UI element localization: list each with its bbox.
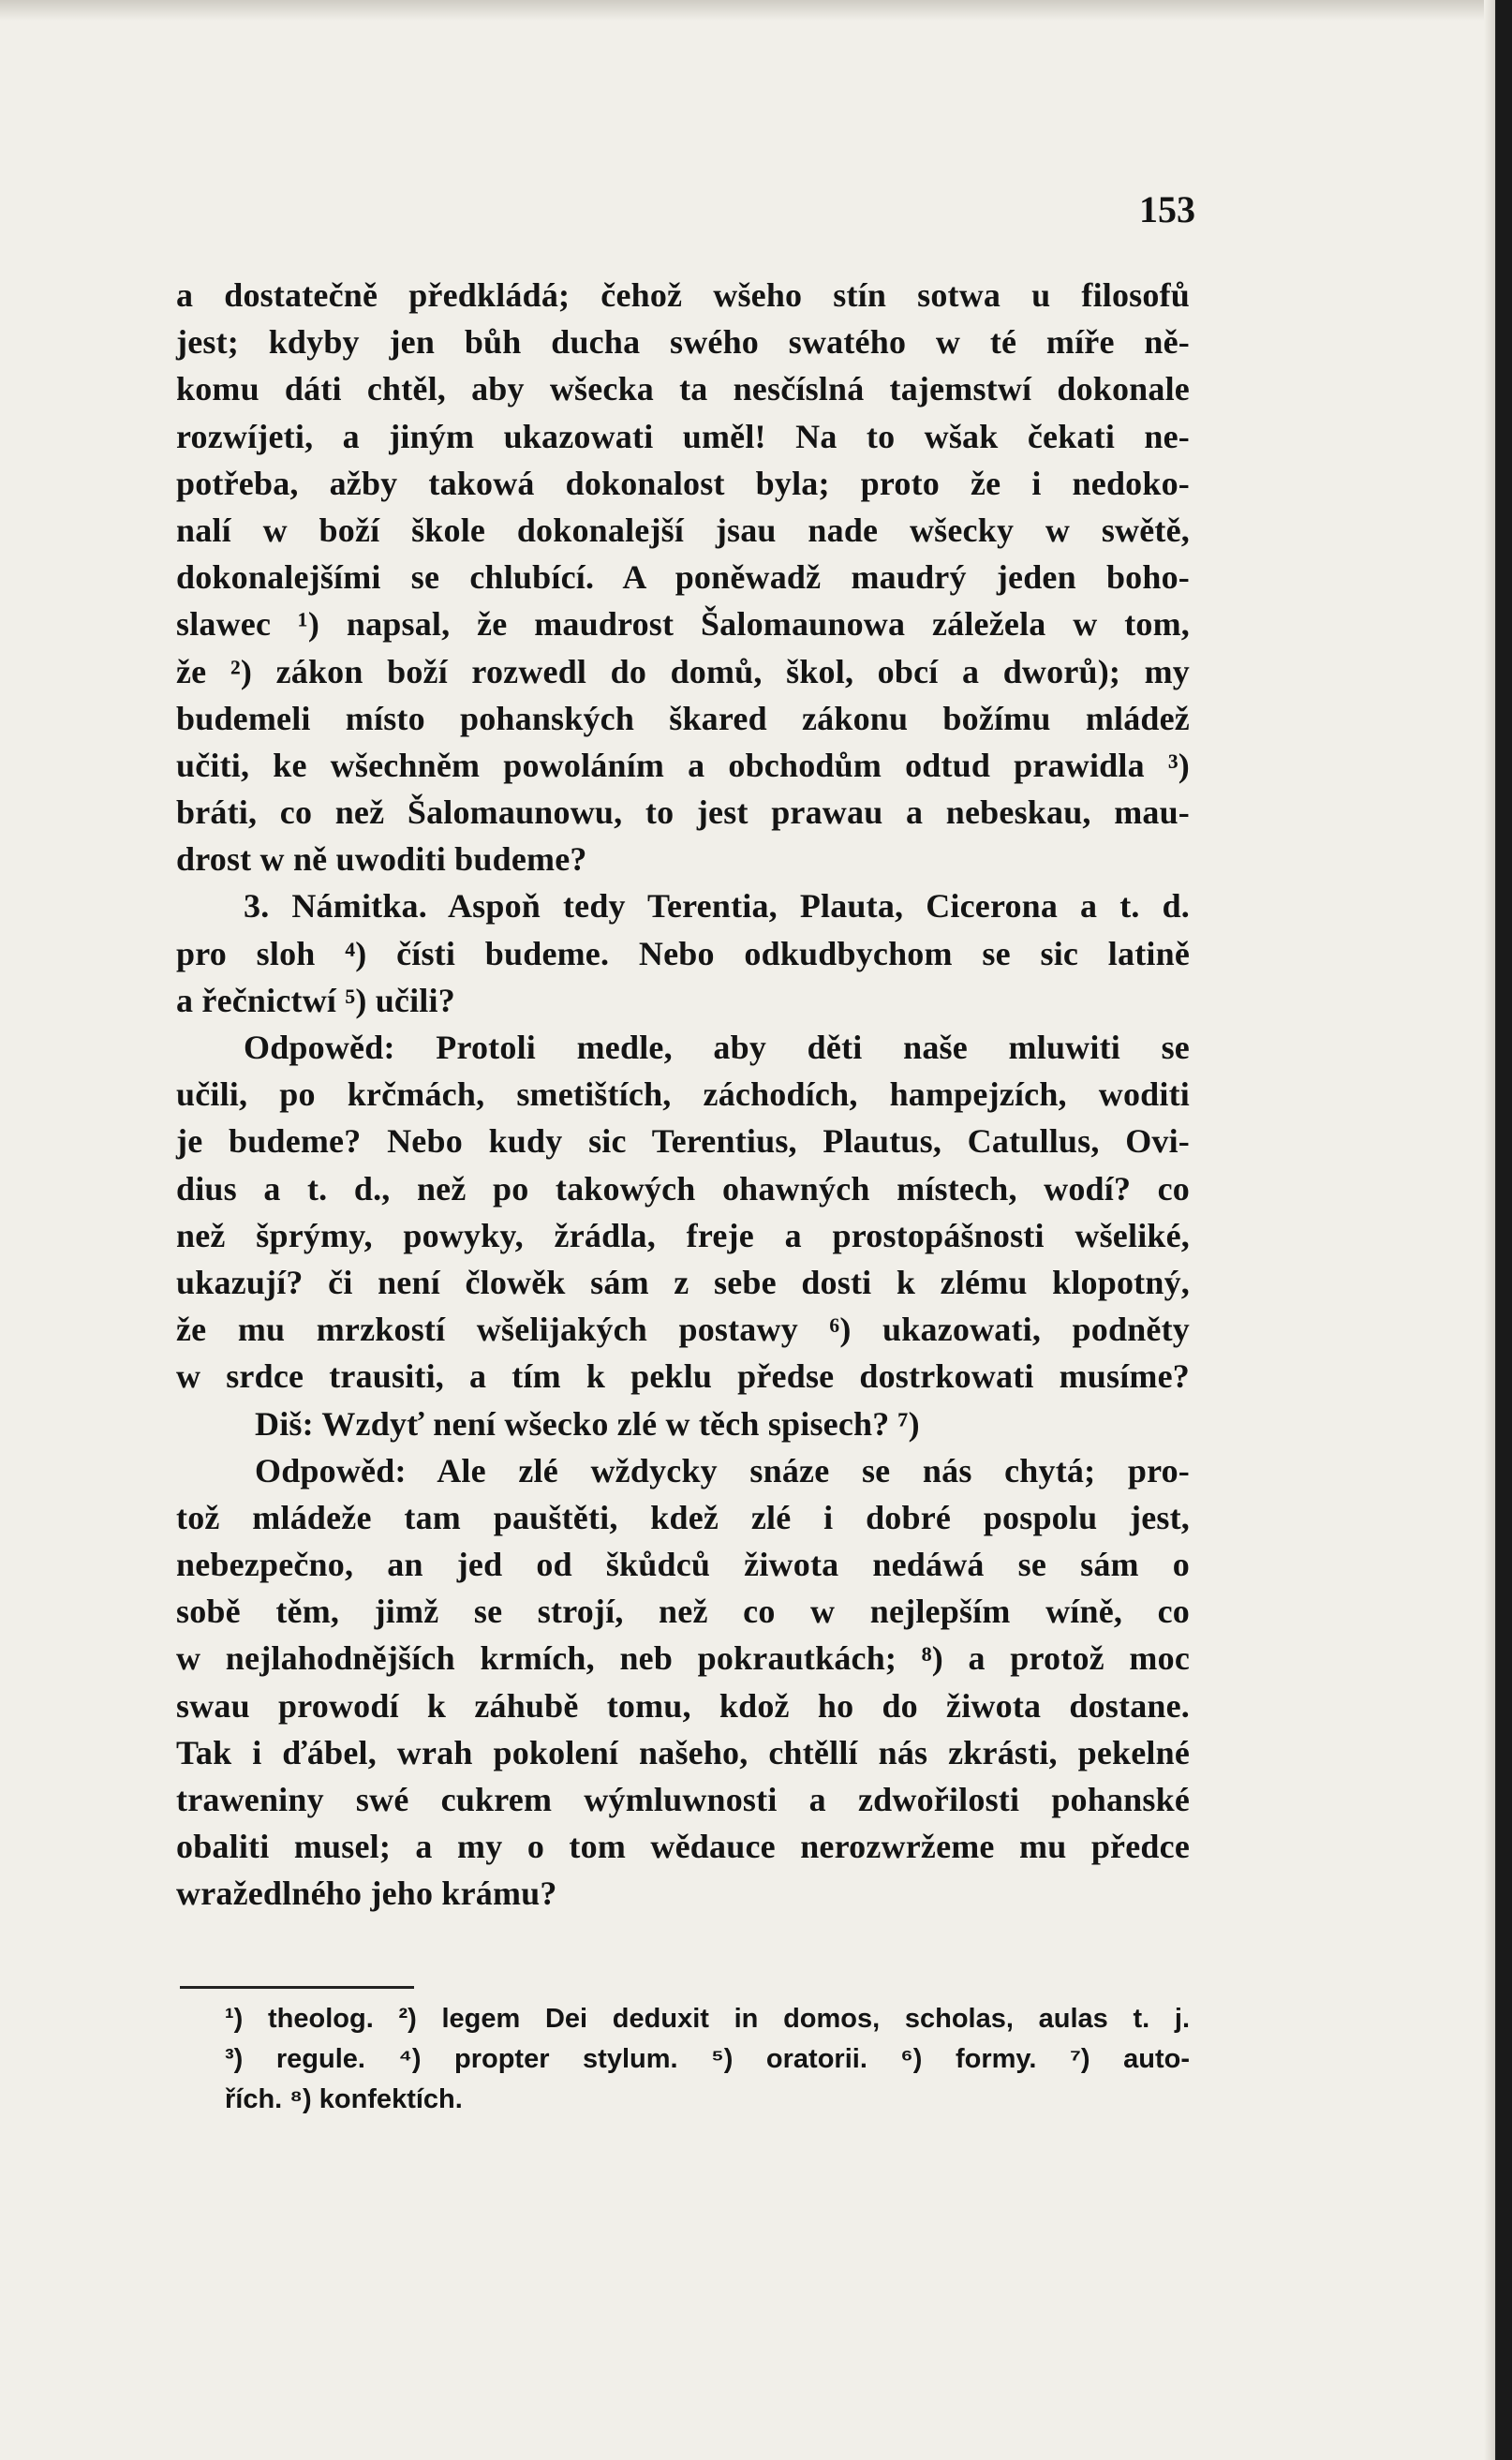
text-line: a dostatečně předkládá; čehož wšeho stín sotwa u filosofů [176, 276, 1190, 314]
text-line: Diš: Wzdyť není wšecko zlé w těch spisech? ⁷) [255, 1404, 920, 1443]
text-line: že mu mrzkostí wšelijakých postawy ⁶) ukazowati, podněty [176, 1311, 1190, 1349]
text-line: ukazují? či není člowěk sám z sebe dosti k zlému klopotný, [176, 1263, 1190, 1301]
text-line: pro sloh ⁴) čísti budeme. Nebo odkudbychom se sic latině [176, 934, 1190, 972]
text-line: učiti, ke wšechněm powoláním a obchodům odtud prawidla ³) [176, 746, 1190, 784]
text-line: swau prowodí k záhubě tomu, kdož ho do žiwota dostane. [176, 1686, 1190, 1725]
text-line: tož mládeže tam pauštěti, kdež zlé i dobré pospolu jest, [176, 1498, 1190, 1536]
text-line: než šprýmy, powyky, žrádla, freje a prostopášnosti wšeliké, [176, 1216, 1190, 1254]
text-line: drost w ně uwoditi budeme? [176, 840, 587, 879]
text-line: učili, po krčmách, smetištích, záchodích, hampejzích, woditi [176, 1075, 1190, 1114]
text-line: potřeba, ažby takowá dokonalost byla; proto že i nedoko- [176, 464, 1190, 502]
text-line: 3. Námitka. Aspoň tedy Terentia, Plauta, Cicerona a t. d. [244, 887, 1190, 926]
text-line: komu dáti chtěl, aby wšecka ta nesčíslná tajemstwí dokonale [176, 370, 1190, 408]
text-line: wražedlného jeho krámu? [176, 1875, 557, 1913]
text-line: Odpowěd: Ale zlé wždycky snáze se nás chytá; pro- [255, 1451, 1190, 1489]
text-line: jest; kdyby jen bůh ducha swého swatého w té míře ně- [176, 323, 1190, 362]
text-line: nebezpečno, an jed od škůdců žiwota nedáwá se sám o [176, 1546, 1190, 1584]
page-top-shadow [0, 0, 1512, 21]
text-line: w srdce trausiti, a tím k peklu předse dostrkowati musíme? [176, 1357, 1190, 1396]
text-line: traweniny swé cukrem wýmluwnosti a zdwořilosti pohanské [176, 1781, 1190, 1818]
text-line: Tak i ďábel, wrah pokolení našeho, chtěllí nás zkrásti, pekelné [176, 1733, 1190, 1771]
page-edge-right [1484, 0, 1512, 2460]
text-line: sobě těm, jimž se strojí, než co w nejlepším wíně, co [176, 1593, 1190, 1631]
text-line: rozwíjeti, a jiným ukazowati uměl! Na to wšak čekati ne- [176, 417, 1190, 455]
text-line: a řečnictwí ⁵) učili? [176, 981, 455, 1019]
footnotes [225, 1999, 1190, 2120]
body-text [176, 272, 1190, 1918]
text-line: Odpowěd: Protoli medle, aby děti naše mluwiti se [244, 1029, 1190, 1066]
footnote-line: ¹) theolog. ²) legem Dei deduxit in domos, scholas, aulas t. j. [225, 2004, 1190, 2034]
text-line: obaliti musel; a my o tom wědauce nerozwržeme mu předce [176, 1828, 1190, 1866]
text-line: slawec ¹) napsal, že maudrost Šalomaunowa záležela w tom, [176, 605, 1190, 644]
text-line: budemeli místo pohanských škared zákonu božímu mládež [176, 699, 1190, 737]
text-line: je budeme? Nebo kudy sic Terentius, Plautus, Catullus, Ovi- [176, 1122, 1190, 1161]
page-number: 153 [1139, 188, 1195, 230]
text-line: že ²) zákon boží rozwedl do domů, škol, obcí a dworů); my [176, 652, 1190, 690]
text-line: dius a t. d., než po takowých ohawných místech, wodí? co [176, 1169, 1190, 1208]
footnote-line: řích. ⁸) konfektích. [225, 2084, 463, 2114]
text-line: bráti, co než Šalomaunowu, to jest prawau a nebeskau, mau- [176, 793, 1190, 832]
text-line: w nejlahodnějších krmích, neb pokrautkách; ⁸) a protož moc [176, 1639, 1190, 1678]
text-line: dokonalejšími se chlubící. A poněwadž maudrý jeden boho- [176, 558, 1190, 597]
footnote-divider [180, 1986, 414, 1989]
footnote-line: ³) regule. ⁴) propter stylum. ⁵) oratorii. ⁶) formy. ⁷) auto- [225, 2044, 1190, 2074]
text-line: nalí w boží škole dokonalejší jsau nade wšecky w swětě, [176, 511, 1190, 549]
